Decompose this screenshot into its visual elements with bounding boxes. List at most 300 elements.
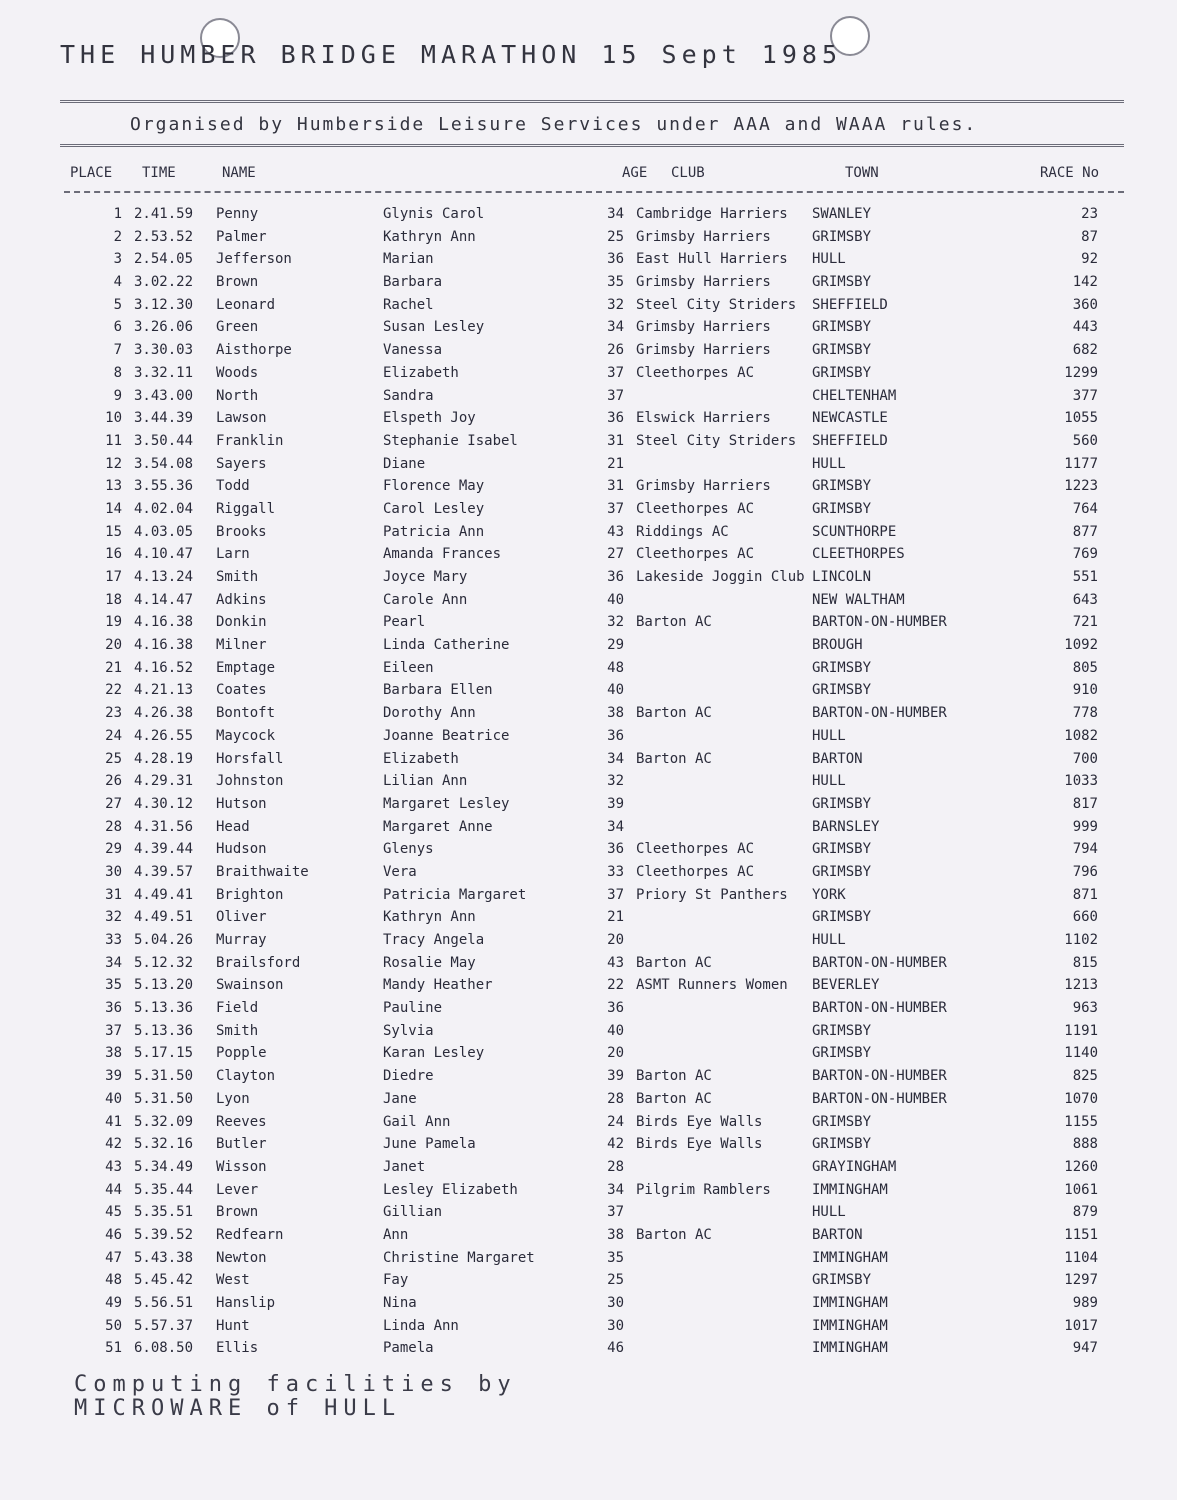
cell-town: BARTON-ON-HUMBER xyxy=(812,1090,947,1107)
cell-race-no: 1213 xyxy=(1064,977,1098,994)
cell-club: Grimsby Harriers xyxy=(636,478,771,495)
cell-place: 3 xyxy=(113,251,122,268)
cell-age: 48 xyxy=(607,659,624,676)
cell-town: IMMINGHAM xyxy=(812,1295,888,1311)
cell-town: GRIMSBY xyxy=(812,841,872,858)
cell-club: Grimsby Harriers xyxy=(636,228,771,245)
cell-age: 39 xyxy=(607,1068,624,1085)
cell-surname: Swainson xyxy=(216,977,284,994)
cell-town: BARTON-ON-HUMBER xyxy=(812,1068,947,1085)
cell-time: 5.34.49 xyxy=(134,1158,194,1175)
cell-forename: Gillian xyxy=(383,1204,443,1221)
cell-time: 4.29.31 xyxy=(134,773,194,790)
divider xyxy=(60,100,1124,103)
cell-place: 35 xyxy=(105,977,122,994)
cell-surname: Ellis xyxy=(216,1340,259,1357)
cell-age: 40 xyxy=(607,591,624,608)
cell-race-no: 815 xyxy=(1072,954,1098,971)
cell-surname: Jefferson xyxy=(216,251,292,268)
cell-place: 46 xyxy=(105,1226,122,1243)
cell-time: 3.50.44 xyxy=(134,432,194,449)
cell-time: 4.16.38 xyxy=(134,614,194,631)
cell-race-no: 1177 xyxy=(1064,455,1098,472)
table-row xyxy=(0,864,1177,887)
cell-race-no: 1260 xyxy=(1064,1158,1098,1175)
cell-race-no: 1092 xyxy=(1064,637,1098,654)
cell-town: SWANLEY xyxy=(812,206,872,222)
cell-town: IMMINGHAM xyxy=(812,1317,888,1334)
footer-line-1: Computing facilities by xyxy=(74,1372,517,1397)
cell-surname: Sayers xyxy=(216,455,267,472)
table-row xyxy=(0,388,1177,411)
cell-race-no: 1033 xyxy=(1064,773,1098,790)
table-row xyxy=(0,1182,1177,1205)
cell-surname: Brighton xyxy=(216,886,284,903)
cell-age: 35 xyxy=(607,1249,624,1266)
cell-age: 26 xyxy=(607,342,624,359)
cell-surname: Brailsford xyxy=(216,954,301,971)
cell-town: GRIMSBY xyxy=(812,659,872,676)
cell-town: BARNSLEY xyxy=(812,818,880,835)
cell-age: 43 xyxy=(607,523,624,540)
cell-place: 8 xyxy=(113,364,122,381)
cell-club: ASMT Runners Women xyxy=(636,977,788,994)
cell-place: 34 xyxy=(105,954,122,971)
cell-race-no: 1223 xyxy=(1064,478,1098,495)
cell-town: GRIMSBY xyxy=(812,795,872,812)
header-town: TOWN xyxy=(845,165,879,181)
cell-race-no: 1061 xyxy=(1064,1181,1098,1198)
cell-surname: Larn xyxy=(216,546,250,563)
cell-place: 15 xyxy=(105,523,122,540)
cell-forename: Carole Ann xyxy=(383,591,468,608)
cell-age: 28 xyxy=(607,1158,624,1175)
table-row xyxy=(0,1000,1177,1023)
cell-time: 5.13.36 xyxy=(134,1000,194,1017)
cell-forename: Gail Ann xyxy=(383,1113,451,1130)
table-row xyxy=(0,819,1177,842)
cell-age: 40 xyxy=(607,1022,624,1039)
results-table xyxy=(0,206,1177,1363)
cell-forename: Fay xyxy=(383,1272,409,1289)
cell-age: 20 xyxy=(607,932,624,948)
cell-age: 34 xyxy=(607,1181,624,1198)
cell-surname: Redfearn xyxy=(216,1226,284,1243)
cell-forename: Elspeth Joy xyxy=(383,410,476,427)
cell-time: 5.12.32 xyxy=(134,954,194,971)
table-row xyxy=(0,297,1177,320)
cell-surname: Wisson xyxy=(216,1158,267,1175)
cell-race-no: 87 xyxy=(1081,228,1098,245)
table-row xyxy=(0,637,1177,660)
cell-surname: West xyxy=(216,1272,250,1289)
cell-place: 32 xyxy=(105,909,122,926)
cell-town: GRIMSBY xyxy=(812,319,872,336)
cell-surname: Lyon xyxy=(216,1090,250,1107)
cell-surname: Hunt xyxy=(216,1317,250,1334)
table-row xyxy=(0,1318,1177,1341)
cell-surname: Lawson xyxy=(216,410,267,427)
cell-forename: Kathryn Ann xyxy=(383,228,476,245)
cell-age: 34 xyxy=(607,750,624,767)
cell-age: 27 xyxy=(607,546,624,563)
table-row xyxy=(0,1340,1177,1363)
cell-town: LINCOLN xyxy=(812,569,872,585)
cell-surname: Adkins xyxy=(216,591,267,608)
cell-forename: Linda Ann xyxy=(383,1317,459,1334)
cell-time: 4.39.44 xyxy=(134,841,194,858)
cell-race-no: 560 xyxy=(1072,432,1098,449)
cell-forename: Pamela xyxy=(383,1340,434,1357)
cell-race-no: 1155 xyxy=(1064,1113,1098,1130)
cell-town: GRIMSBY xyxy=(812,274,872,291)
cell-age: 21 xyxy=(607,455,624,472)
cell-town: GRAYINGHAM xyxy=(812,1158,897,1175)
cell-place: 39 xyxy=(105,1068,122,1085)
cell-age: 37 xyxy=(607,500,624,517)
cell-place: 11 xyxy=(105,432,122,449)
cell-time: 3.43.00 xyxy=(134,387,194,404)
cell-forename: Margaret Lesley xyxy=(383,795,510,812)
cell-age: 34 xyxy=(607,206,624,222)
cell-time: 5.35.44 xyxy=(134,1181,194,1198)
cell-age: 39 xyxy=(607,795,624,812)
cell-town: SCUNTHORPE xyxy=(812,523,897,540)
cell-town: BARTON-ON-HUMBER xyxy=(812,614,947,631)
cell-town: GRIMSBY xyxy=(812,1272,872,1289)
cell-club: Cleethorpes AC xyxy=(636,364,755,381)
cell-place: 14 xyxy=(105,500,122,517)
cell-surname: Hudson xyxy=(216,841,267,858)
cell-time: 5.45.42 xyxy=(134,1272,194,1289)
cell-club: Barton AC xyxy=(636,705,712,722)
cell-forename: Ann xyxy=(383,1226,409,1243)
page-title: THE HUMBER BRIDGE MARATHON 15 Sept 1985 xyxy=(60,40,842,69)
cell-club: Cleethorpes AC xyxy=(636,841,755,858)
table-row xyxy=(0,909,1177,932)
cell-town: GRIMSBY xyxy=(812,364,872,381)
cell-club: Elswick Harriers xyxy=(636,410,771,427)
cell-forename: Joanne Beatrice xyxy=(383,727,510,744)
cell-time: 5.56.51 xyxy=(134,1295,194,1311)
cell-age: 33 xyxy=(607,863,624,880)
cell-race-no: 1104 xyxy=(1064,1249,1098,1266)
table-row xyxy=(0,955,1177,978)
cell-place: 19 xyxy=(105,614,122,631)
cell-town: IMMINGHAM xyxy=(812,1249,888,1266)
cell-time: 5.31.50 xyxy=(134,1068,194,1085)
cell-race-no: 643 xyxy=(1072,591,1098,608)
cell-town: BEVERLEY xyxy=(812,977,880,994)
table-row xyxy=(0,342,1177,365)
cell-time: 3.30.03 xyxy=(134,342,194,359)
cell-race-no: 142 xyxy=(1072,274,1098,291)
cell-club: Cleethorpes AC xyxy=(636,546,755,563)
cell-place: 49 xyxy=(105,1295,122,1311)
table-row xyxy=(0,1068,1177,1091)
cell-time: 3.54.08 xyxy=(134,455,194,472)
cell-place: 50 xyxy=(105,1317,122,1334)
header-time: TIME xyxy=(142,165,176,181)
table-row xyxy=(0,546,1177,569)
cell-time: 4.03.05 xyxy=(134,523,194,540)
cell-time: 3.55.36 xyxy=(134,478,194,495)
cell-place: 30 xyxy=(105,863,122,880)
table-row xyxy=(0,1227,1177,1250)
cell-time: 4.14.47 xyxy=(134,591,194,608)
cell-race-no: 794 xyxy=(1072,841,1098,858)
cell-club: Priory St Panthers xyxy=(636,886,788,903)
cell-club: Barton AC xyxy=(636,750,712,767)
cell-surname: Clayton xyxy=(216,1068,276,1085)
cell-place: 10 xyxy=(105,410,122,427)
cell-age: 30 xyxy=(607,1295,624,1311)
cell-surname: North xyxy=(216,387,259,404)
cell-time: 4.21.13 xyxy=(134,682,194,699)
table-row xyxy=(0,365,1177,388)
cell-surname: Donkin xyxy=(216,614,267,631)
cell-place: 38 xyxy=(105,1045,122,1062)
cell-race-no: 947 xyxy=(1072,1340,1098,1357)
table-row xyxy=(0,592,1177,615)
cell-place: 44 xyxy=(105,1181,122,1198)
cell-time: 5.32.16 xyxy=(134,1136,194,1153)
cell-surname: Leonard xyxy=(216,296,276,313)
cell-surname: Maycock xyxy=(216,727,276,744)
subtitle: Organised by Humberside Leisure Services under AAA and WAAA rules. xyxy=(130,114,978,135)
cell-club: Grimsby Harriers xyxy=(636,319,771,336)
cell-surname: Smith xyxy=(216,569,259,585)
cell-age: 36 xyxy=(607,251,624,268)
cell-time: 3.02.22 xyxy=(134,274,194,291)
cell-club: Barton AC xyxy=(636,614,712,631)
cell-time: 4.10.47 xyxy=(134,546,194,563)
cell-forename: Diedre xyxy=(383,1068,434,1085)
cell-club: Cleethorpes AC xyxy=(636,863,755,880)
cell-place: 23 xyxy=(105,705,122,722)
table-row xyxy=(0,1091,1177,1114)
cell-time: 4.28.19 xyxy=(134,750,194,767)
cell-forename: Joyce Mary xyxy=(383,569,468,585)
table-row xyxy=(0,682,1177,705)
cell-place: 43 xyxy=(105,1158,122,1175)
cell-race-no: 778 xyxy=(1072,705,1098,722)
cell-race-no: 660 xyxy=(1072,909,1098,926)
cell-race-no: 817 xyxy=(1072,795,1098,812)
cell-race-no: 721 xyxy=(1072,614,1098,631)
cell-town: GRIMSBY xyxy=(812,682,872,699)
cell-place: 13 xyxy=(105,478,122,495)
cell-age: 35 xyxy=(607,274,624,291)
cell-forename: Kathryn Ann xyxy=(383,909,476,926)
table-row xyxy=(0,728,1177,751)
cell-forename: Patricia Ann xyxy=(383,523,485,540)
cell-town: SHEFFIELD xyxy=(812,432,888,449)
cell-time: 4.16.38 xyxy=(134,637,194,654)
cell-place: 36 xyxy=(105,1000,122,1017)
cell-race-no: 805 xyxy=(1072,659,1098,676)
cell-forename: Marian xyxy=(383,251,434,268)
table-row xyxy=(0,1295,1177,1318)
cell-time: 4.30.12 xyxy=(134,795,194,812)
table-row xyxy=(0,614,1177,637)
cell-age: 34 xyxy=(607,319,624,336)
cell-forename: Vera xyxy=(383,863,417,880)
cell-surname: Horsfall xyxy=(216,750,284,767)
cell-age: 37 xyxy=(607,1204,624,1221)
cell-race-no: 1151 xyxy=(1064,1226,1098,1243)
cell-town: BARTON xyxy=(812,750,863,767)
header-place: PLACE xyxy=(70,165,113,181)
cell-town: GRIMSBY xyxy=(812,342,872,359)
cell-forename: Amanda Frances xyxy=(383,546,502,563)
cell-town: BROUGH xyxy=(812,637,863,654)
cell-age: 25 xyxy=(607,1272,624,1289)
table-row xyxy=(0,705,1177,728)
cell-surname: Head xyxy=(216,818,250,835)
cell-place: 9 xyxy=(113,387,122,404)
cell-place: 37 xyxy=(105,1022,122,1039)
cell-forename: Pauline xyxy=(383,1000,443,1017)
cell-age: 40 xyxy=(607,682,624,699)
cell-club: Grimsby Harriers xyxy=(636,342,771,359)
table-row xyxy=(0,319,1177,342)
cell-race-no: 825 xyxy=(1072,1068,1098,1085)
cell-forename: Janet xyxy=(383,1158,426,1175)
table-row xyxy=(0,569,1177,592)
cell-race-no: 1055 xyxy=(1064,410,1098,427)
table-row xyxy=(0,251,1177,274)
cell-club: Barton AC xyxy=(636,1068,712,1085)
cell-surname: Reeves xyxy=(216,1113,267,1130)
cell-town: HULL xyxy=(812,455,846,472)
header-club: CLUB xyxy=(671,165,705,181)
cell-forename: Dorothy Ann xyxy=(383,705,476,722)
cell-race-no: 963 xyxy=(1072,1000,1098,1017)
cell-time: 5.35.51 xyxy=(134,1204,194,1221)
cell-town: BARTON-ON-HUMBER xyxy=(812,1000,947,1017)
cell-forename: Rosalie May xyxy=(383,954,476,971)
cell-town: SHEFFIELD xyxy=(812,296,888,313)
cell-surname: Brown xyxy=(216,1204,259,1221)
table-row xyxy=(0,773,1177,796)
cell-forename: Elizabeth xyxy=(383,364,459,381)
table-row xyxy=(0,841,1177,864)
cell-place: 41 xyxy=(105,1113,122,1130)
cell-surname: Smith xyxy=(216,1022,259,1039)
cell-club: Lakeside Joggin Club xyxy=(636,569,805,585)
cell-town: CHELTENHAM xyxy=(812,387,897,404)
table-row xyxy=(0,1136,1177,1159)
cell-town: GRIMSBY xyxy=(812,863,872,880)
cell-age: 37 xyxy=(607,387,624,404)
cell-forename: Eileen xyxy=(383,659,434,676)
cell-surname: Murray xyxy=(216,932,267,948)
cell-surname: Brooks xyxy=(216,523,267,540)
cell-place: 22 xyxy=(105,682,122,699)
table-row xyxy=(0,1159,1177,1182)
cell-place: 33 xyxy=(105,932,122,948)
cell-time: 5.43.38 xyxy=(134,1249,194,1266)
cell-forename: Lilian Ann xyxy=(383,773,468,790)
cell-age: 25 xyxy=(607,228,624,245)
cell-time: 4.39.57 xyxy=(134,863,194,880)
table-row xyxy=(0,1250,1177,1273)
cell-forename: Sandra xyxy=(383,387,434,404)
cell-time: 5.17.15 xyxy=(134,1045,194,1062)
cell-time: 4.49.41 xyxy=(134,886,194,903)
cell-forename: Karan Lesley xyxy=(383,1045,485,1062)
cell-age: 31 xyxy=(607,432,624,449)
divider xyxy=(60,144,1124,147)
cell-town: BARTON-ON-HUMBER xyxy=(812,954,947,971)
cell-race-no: 1140 xyxy=(1064,1045,1098,1062)
cell-race-no: 700 xyxy=(1072,750,1098,767)
cell-time: 3.12.30 xyxy=(134,296,194,313)
cell-age: 46 xyxy=(607,1340,624,1357)
cell-town: GRIMSBY xyxy=(812,1022,872,1039)
cell-age: 32 xyxy=(607,614,624,631)
cell-club: Grimsby Harriers xyxy=(636,274,771,291)
cell-place: 1 xyxy=(113,206,122,222)
cell-forename: Elizabeth xyxy=(383,750,459,767)
cell-forename: Linda Catherine xyxy=(383,637,510,654)
table-row xyxy=(0,501,1177,524)
cell-place: 4 xyxy=(113,274,122,291)
cell-forename: Stephanie Isabel xyxy=(383,432,518,449)
cell-race-no: 551 xyxy=(1072,569,1098,585)
cell-town: GRIMSBY xyxy=(812,1045,872,1062)
cell-club: Cambridge Harriers xyxy=(636,206,788,222)
table-row xyxy=(0,751,1177,774)
cell-place: 18 xyxy=(105,591,122,608)
cell-time: 3.44.39 xyxy=(134,410,194,427)
cell-place: 29 xyxy=(105,841,122,858)
cell-surname: Penny xyxy=(216,206,259,222)
cell-race-no: 888 xyxy=(1072,1136,1098,1153)
cell-age: 36 xyxy=(607,1000,624,1017)
cell-town: GRIMSBY xyxy=(812,500,872,517)
header-age: AGE xyxy=(622,165,648,181)
cell-age: 32 xyxy=(607,773,624,790)
cell-surname: Woods xyxy=(216,364,259,381)
cell-club: Barton AC xyxy=(636,1090,712,1107)
cell-place: 21 xyxy=(105,659,122,676)
cell-surname: Coates xyxy=(216,682,267,699)
cell-forename: Lesley Elizabeth xyxy=(383,1181,518,1198)
table-row xyxy=(0,478,1177,501)
cell-race-no: 764 xyxy=(1072,500,1098,517)
cell-race-no: 879 xyxy=(1072,1204,1098,1221)
cell-time: 4.26.55 xyxy=(134,727,194,744)
cell-race-no: 877 xyxy=(1072,523,1098,540)
cell-town: NEW WALTHAM xyxy=(812,591,905,608)
cell-surname: Oliver xyxy=(216,909,267,926)
cell-forename: Glenys xyxy=(383,841,434,858)
cell-surname: Newton xyxy=(216,1249,267,1266)
table-row xyxy=(0,274,1177,297)
cell-age: 30 xyxy=(607,1317,624,1334)
cell-time: 4.26.38 xyxy=(134,705,194,722)
cell-town: HULL xyxy=(812,932,846,948)
header-divider xyxy=(64,191,1124,193)
cell-surname: Butler xyxy=(216,1136,267,1153)
table-row xyxy=(0,1023,1177,1046)
cell-town: IMMINGHAM xyxy=(812,1181,888,1198)
cell-place: 24 xyxy=(105,727,122,744)
cell-age: 21 xyxy=(607,909,624,926)
cell-forename: Pearl xyxy=(383,614,426,631)
